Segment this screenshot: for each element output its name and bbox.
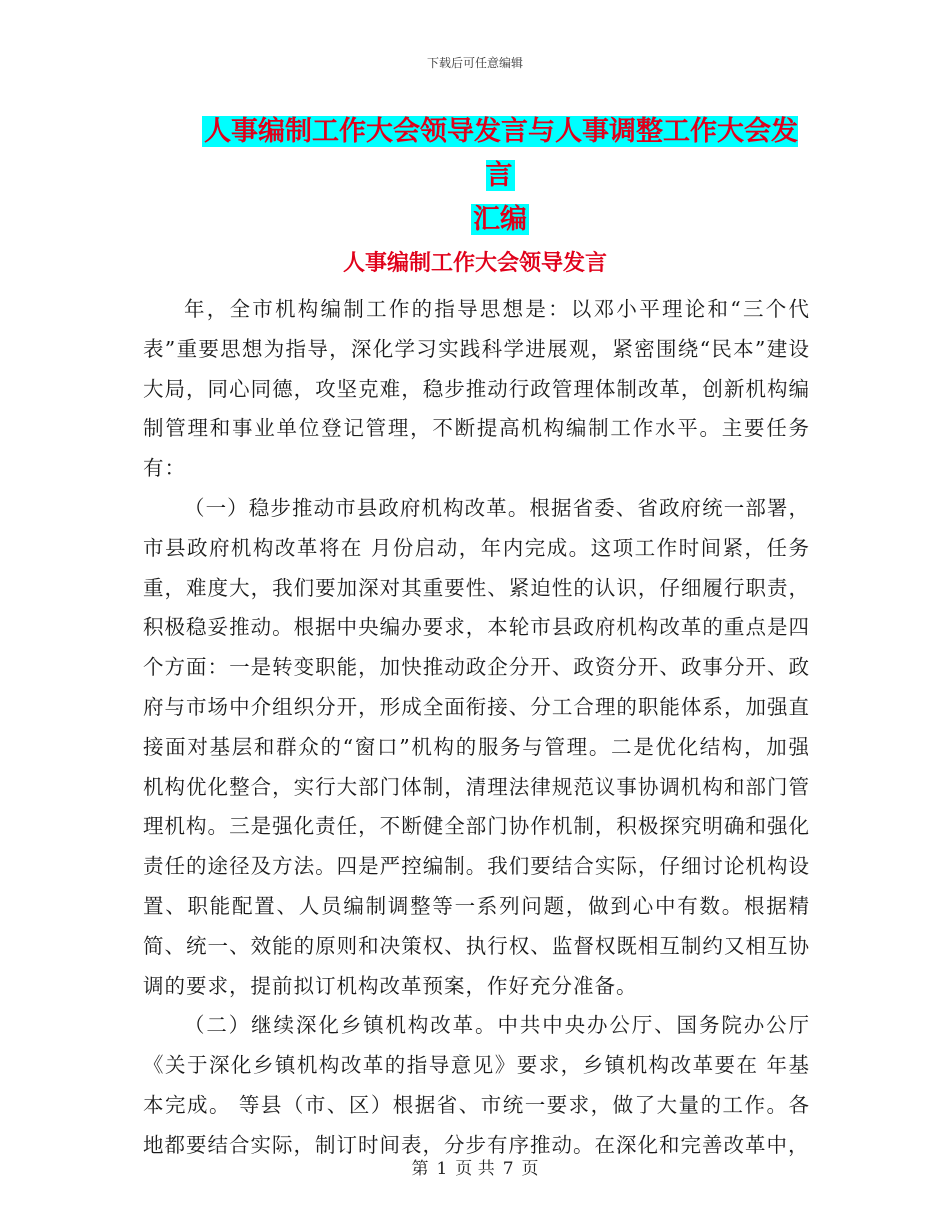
document-title-line2: 汇编	[473, 204, 527, 235]
footer-page-number: 1	[436, 1159, 448, 1179]
paragraph: （二）继续深化乡镇机构改革。中共中央办公厅、国务院办公厅《关于深化乡镇机构改革的指导意见》要求，乡镇机构改革要在 年基本完成。 等县（市、区）根据省、市统一要求，做了大量的工作。各地都要结合实际，制订时间表，分步有序推动。在深化和完善改革中，	[143, 1013, 810, 1157]
paragraph: （一）稳步推动市县政府机构改革。根据省委、省政府统一部署，市县政府机构改革将在 月份启动，年内完成。这项工作时间紧，任务重，难度大，我们要加深对其重要性、紧迫性的认识，仔细履行职责，积极稳妥推动。根据中央编办要求，本轮市县政府机构改革的重点是四个方面：一是转变职能，加快推动政企分开、政资分开、政事分开、政府与市场中介组织分开，形成全面衔接、分工合理的职能体系，加强直接面对基层和群众的“窗口”机构的服务与管理。二是优化结构，加强机构优化整合，实行大部门体制，清理法律规范议事协调机构和部门管理机构。三是强化责任，不断健全部门协作机制，积极探究明确和强化责任的途径及方法。四是严控编制。我们要结合实际，仔细讨论机构设置、职能配置、人员编制调整等一系列问题，做到心中有数。根据精简、统一、效能的原则和决策权、执行权、监督权既相互制约又相互协调的要求，提前拟订机构改革预案，作好充分准备。	[143, 495, 810, 998]
header-note: 下载后可任意编辑	[426, 56, 523, 70]
footer-suffix: 页	[521, 1159, 539, 1179]
footer-prefix: 第	[411, 1159, 429, 1179]
document-title-line1: 人事编制工作大会领导发言与人事调整工作大会发言	[204, 116, 798, 191]
section-title: 人事编制工作大会领导发言	[342, 251, 607, 276]
page-footer	[0, 1154, 950, 1179]
document-title	[190, 110, 810, 242]
paragraph: 年，全市机构编制工作的指导思想是：以邓小平理论和“三个代表”重要思想为指导，深化学习实践科学进展观，紧密围绕“民本”建设大局，同心同德，攻坚克难，稳步推动行政管理体制改革，创新机构编制管理和事业单位登记管理，不断提高机构编制工作水平。主要任务有：	[143, 297, 810, 481]
footer-mid: 页 共	[455, 1159, 495, 1179]
body-text	[143, 290, 810, 1166]
footer-total-pages: 7	[502, 1159, 514, 1179]
